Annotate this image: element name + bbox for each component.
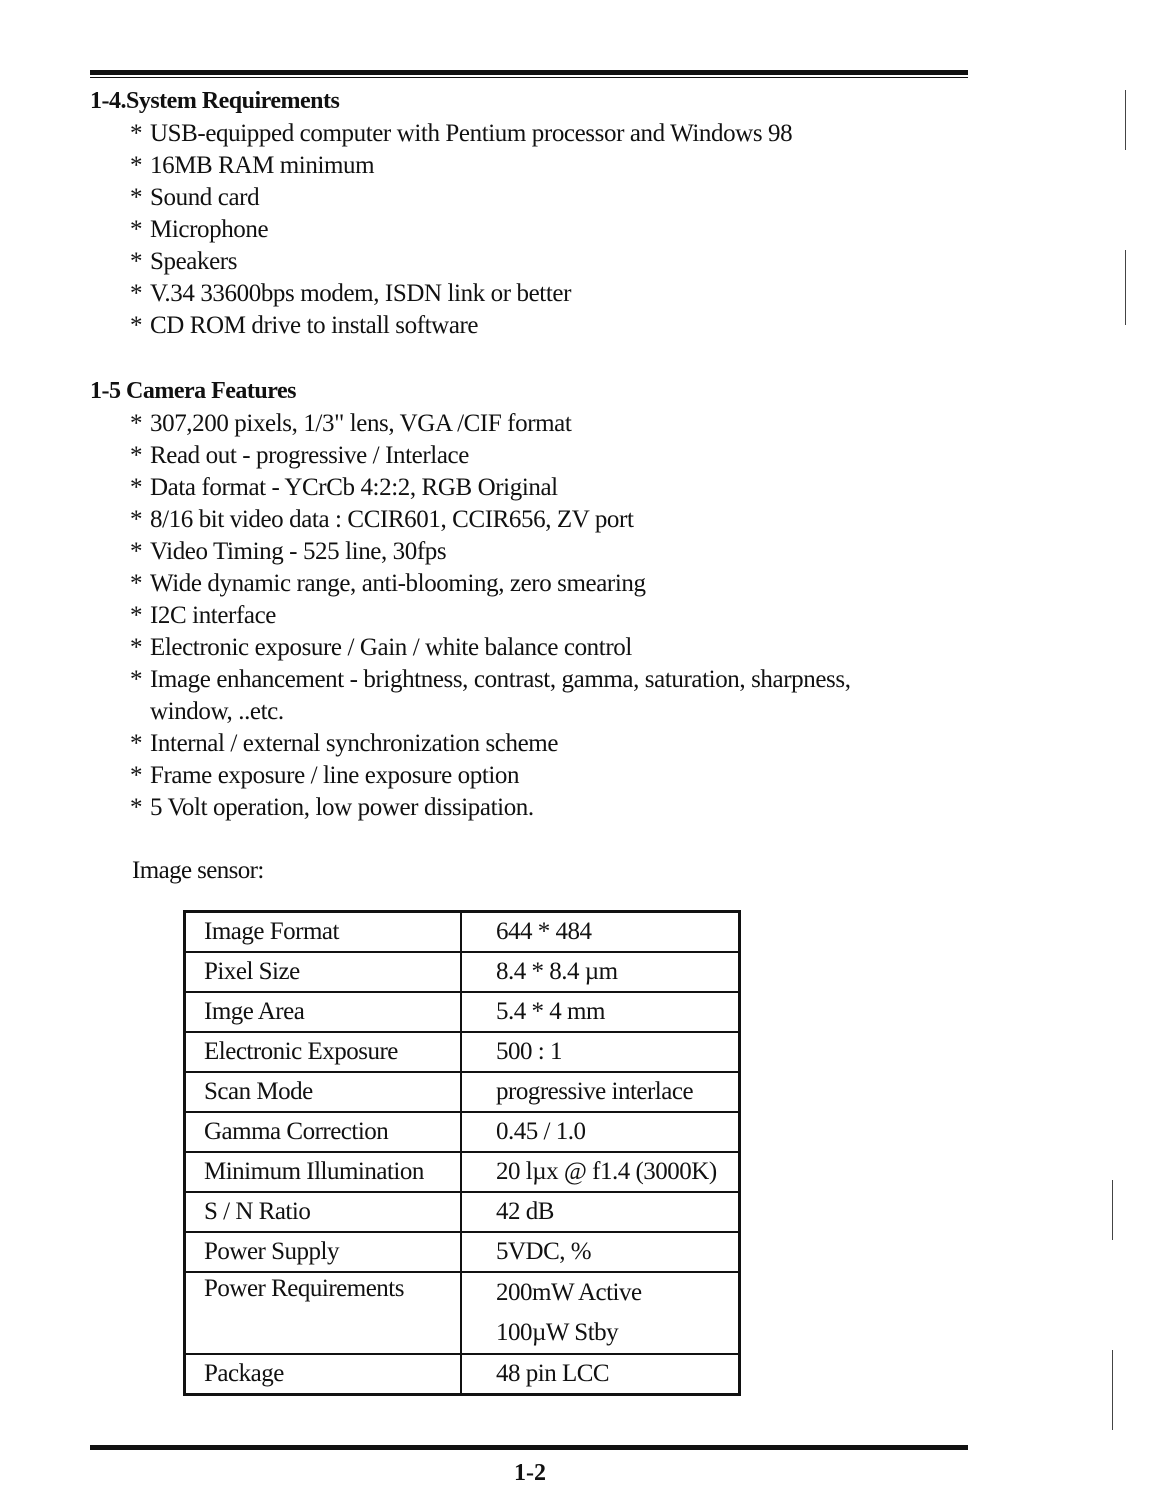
table-row bbox=[185, 912, 740, 953]
table-row bbox=[185, 1232, 740, 1272]
bullet: * bbox=[130, 152, 143, 179]
list-item: * Internal / external synchronization scheme bbox=[130, 728, 890, 760]
camera-features-list bbox=[130, 408, 890, 824]
list-item: * Microphone bbox=[130, 214, 792, 246]
bullet: * bbox=[130, 248, 143, 275]
table-row bbox=[185, 952, 740, 992]
bullet: * bbox=[130, 216, 143, 243]
top-rule bbox=[90, 70, 968, 75]
bullet: * bbox=[130, 794, 143, 821]
scan-artifact bbox=[1125, 250, 1126, 325]
list-item: * USB-equipped computer with Pentium processor and Windows 98 bbox=[130, 118, 792, 150]
bullet: * bbox=[130, 184, 143, 211]
table-row bbox=[185, 992, 740, 1032]
spec-value: 500 : 1 bbox=[461, 1032, 740, 1072]
image-sensor-table bbox=[183, 910, 741, 1396]
list-item: * Wide dynamic range, anti-blooming, zero smearing bbox=[130, 568, 890, 600]
list-item: * Video Timing - 525 line, 30fps bbox=[130, 536, 890, 568]
list-item: * Frame exposure / line exposure option bbox=[130, 760, 890, 792]
list-item: * 5 Volt operation, low power dissipation. bbox=[130, 792, 890, 824]
spec-key: Image Format bbox=[185, 912, 462, 953]
table-row bbox=[185, 1112, 740, 1152]
spec-value: 48 pin LCC bbox=[461, 1354, 740, 1395]
list-item: * Speakers bbox=[130, 246, 792, 278]
list-item: * Sound card bbox=[130, 182, 792, 214]
spec-value bbox=[461, 1272, 740, 1354]
list-item: * V.34 33600bps modem, ISDN link or better bbox=[130, 278, 792, 310]
spec-key: Pixel Size bbox=[185, 952, 462, 992]
spec-value: 8.4 * 8.4 µm bbox=[461, 952, 740, 992]
spec-key: Gamma Correction bbox=[185, 1112, 462, 1152]
table-row bbox=[185, 1152, 740, 1192]
bullet: * bbox=[130, 666, 143, 693]
spec-value: 0.45 / 1.0 bbox=[461, 1112, 740, 1152]
scan-artifact bbox=[1112, 1350, 1113, 1430]
table-row bbox=[185, 1272, 740, 1354]
table-row bbox=[185, 1354, 740, 1395]
spec-value: 644 * 484 bbox=[461, 912, 740, 953]
system-requirements-list bbox=[130, 118, 792, 342]
bullet: * bbox=[130, 312, 143, 339]
spec-value-line: 200mW Active bbox=[496, 1279, 642, 1306]
list-item: * CD ROM drive to install software bbox=[130, 310, 792, 342]
spec-value: 5VDC, % bbox=[461, 1232, 740, 1272]
list-item: * Data format - YCrCb 4:2:2, RGB Original bbox=[130, 472, 890, 504]
table-row bbox=[185, 1192, 740, 1232]
bullet: * bbox=[130, 474, 143, 501]
scan-artifact bbox=[1112, 1180, 1113, 1240]
spec-value: 20 lµx @ f1.4 (3000K) bbox=[461, 1152, 740, 1192]
table-row bbox=[185, 1072, 740, 1112]
list-item: * 16MB RAM minimum bbox=[130, 150, 792, 182]
spec-key: Scan Mode bbox=[185, 1072, 462, 1112]
spec-key: Package bbox=[185, 1354, 462, 1395]
spec-key: Imge Area bbox=[185, 992, 462, 1032]
spec-key: S / N Ratio bbox=[185, 1192, 462, 1232]
scan-artifact bbox=[1125, 90, 1126, 150]
spec-value: progressive interlace bbox=[461, 1072, 740, 1112]
bullet: * bbox=[130, 762, 143, 789]
section-heading-system-requirements: 1-4.System Requirements bbox=[90, 88, 340, 114]
bottom-rule bbox=[90, 1445, 968, 1450]
top-rule-thin bbox=[90, 77, 968, 78]
list-item: * 8/16 bit video data : CCIR601, CCIR656, ZV port bbox=[130, 504, 890, 536]
bullet: * bbox=[130, 442, 143, 469]
list-item: * Electronic exposure / Gain / white balance control bbox=[130, 632, 890, 664]
list-item: * Image enhancement - brightness, contrast, gamma, saturation, sharpness, window, ..etc. bbox=[130, 666, 851, 725]
spec-value: 42 dB bbox=[461, 1192, 740, 1232]
section-heading-camera-features: 1-5 Camera Features bbox=[90, 378, 296, 404]
bullet: * bbox=[130, 634, 143, 661]
spec-value: 5.4 * 4 mm bbox=[461, 992, 740, 1032]
list-item: * 307,200 pixels, 1/3" lens, VGA /CIF format bbox=[130, 408, 890, 440]
spec-key: Power Requirements bbox=[185, 1272, 462, 1354]
bullet: * bbox=[130, 506, 143, 533]
spec-key: Power Supply bbox=[185, 1232, 462, 1272]
page-number: 1-2 bbox=[514, 1460, 546, 1486]
list-item: * Read out - progressive / Interlace bbox=[130, 440, 890, 472]
bullet: * bbox=[130, 538, 143, 565]
list-item: * I2C interface bbox=[130, 600, 890, 632]
bullet: * bbox=[130, 570, 143, 597]
bullet: * bbox=[130, 602, 143, 629]
image-sensor-label: Image sensor: bbox=[132, 857, 264, 884]
spec-key: Electronic Exposure bbox=[185, 1032, 462, 1072]
bullet: * bbox=[130, 410, 143, 437]
bullet: * bbox=[130, 280, 143, 307]
bullet: * bbox=[130, 120, 143, 147]
spec-key: Minimum Illumination bbox=[185, 1152, 462, 1192]
bullet: * bbox=[130, 730, 143, 757]
spec-value-line: 100µW Stby bbox=[496, 1319, 619, 1346]
table-row bbox=[185, 1032, 740, 1072]
